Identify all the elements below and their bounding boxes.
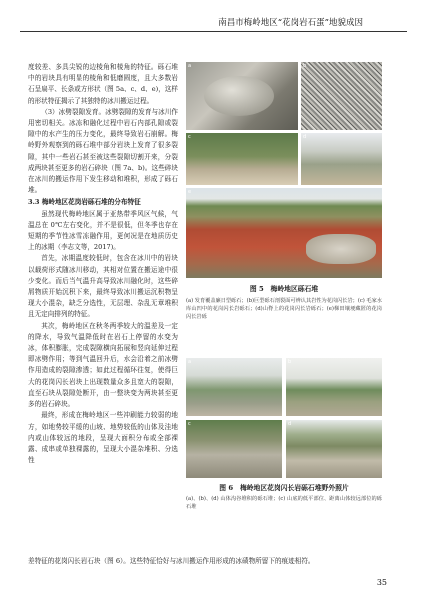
figure-5-title: 图 5 梅岭地区砾石堆 xyxy=(249,285,319,293)
photo-label: e xyxy=(188,189,192,195)
page-number: 35 xyxy=(376,578,387,587)
continued-paragraph: 差特征的花岗闪长岩石块（图 6）。这些特征恰好与冰川搬运作用形成的冰碛物所留下的痕迹相符。 xyxy=(28,557,315,565)
photo-5d xyxy=(301,133,382,185)
photo-label: c xyxy=(188,134,191,140)
photo-label: a xyxy=(188,359,192,365)
photo-6a xyxy=(186,358,282,416)
paragraph-1: 度较差、多具尖锐的边棱角和棱角的特征。砾石堆中的岩块具有明显的棱角和低磨圆度，且大多数岩石呈扁平、长条或方形状（图 5a、c、d、e)，这样的形状特征揭示了其独特的冰川搬运过程。 xyxy=(28,63,178,105)
photo-label: b xyxy=(288,359,292,365)
photo-label: c xyxy=(188,421,191,427)
photo-label: d xyxy=(288,421,292,427)
photo-5e xyxy=(186,188,382,278)
running-header xyxy=(20,12,407,32)
paragraph-4: 首先，冰期温度较低时，包含在冰川中的岩块以载荷形式随冰川移动，其相对位置在搬运途中很少变化。而后当气温升高导致冰川融化时，这些碎屑物质开始沉积下来，最终导致冰川搬运沉积物呈现大小混杂，缺乏分选性，无层理、杂乱无章堆积且无定向排列的特征。 xyxy=(28,254,178,319)
figure-6-caption: (a)、(b)、(d) 山体沟谷堆积的砾石堆；(c) 山底的低平部位、距离山体较远部位的砾石堆 xyxy=(186,496,382,510)
photo-6c xyxy=(186,420,282,478)
figure-5 xyxy=(186,62,382,321)
figure-6-photos xyxy=(186,358,382,478)
left-text-column xyxy=(28,62,178,466)
paragraph-3: 虽然现代梅岭地区属于亚热带季风区气候，气温总在 0℃左右变化，并不是很低，但冬季也存在短期的季节性冰雪冻融作用，更何况是在地质历史上的冰期（李志文等，2017)。 xyxy=(28,209,178,252)
photo-label: d xyxy=(303,134,307,140)
photo-5b xyxy=(301,62,382,130)
paragraph-5: 其次，梅岭地区在秋冬两季较大的温差及一定的降水，导致气温降低时在岩石上停留的水变为冰，体积膨胀，完成裂隙横向拓展和竖向延伸过程即冰劈作用；等到气温回升后，水会沿着之前冰劈作用造成的裂隙渗透；如此过程循环往复，使得巨大的花岗闪长岩块上出现数量众多且宽大的裂隙，直至石块从裂隙处断开，由一整块变为两块甚至更多的岩石碎块。 xyxy=(28,321,178,409)
figure-6-title: 图 6 梅岭地区花岗闪长岩砾石堆野外照片 xyxy=(219,484,349,492)
figure-6 xyxy=(186,358,382,511)
photo-5c xyxy=(186,133,298,185)
paragraph-2: （3）冰劈裂隙发育。冰劈裂隙的发育与冰川作用密切相关。冰冻和融化过程中岩石内部孔隙或裂隙中的水产生的压力变化，最终导致岩石崩解。梅岭野外观察到的砾石堆中部分岩块上发育了很多裂隙，其中一些岩石甚至被这些裂隙切割开来，分裂成两块甚至更多的岩石碎块（图 7a、b)。这些碎块在冰川的搬运作用下发生移动和堆积，形成了砾石堆。 xyxy=(28,107,178,195)
figure-5-caption: (a) 发育覆盖廉日型砾石；(b)巨型砾石剖裂面可辨认其岩性为花岗闪长岩；(c) 毛家水库山凹中的花岗闪长岩砾石；(d)山脊上的花岗闪长岩砾石；(e)梯田壤埂藏匿的花岗闪长岩砾 xyxy=(186,298,382,320)
figure-5-photos xyxy=(186,62,382,278)
photo-5a xyxy=(186,62,298,130)
photo-label: b xyxy=(303,63,307,69)
running-title: 南昌市梅岭地区“花岗岩石蛋”地貌成因 xyxy=(218,18,363,28)
photo-6d xyxy=(286,420,382,478)
photo-6b xyxy=(286,358,382,416)
section-heading-3-3: 3.3 梅岭地区花岗岩砾石堆的分布特征 xyxy=(28,198,141,207)
paragraph-6: 最终，形成在梅岭地区一些冲刷能力较弱的地方，如地势较平缓的山坡、地势较低的山体及洼地内或山体较远的地段，呈现大面积分布或全部裸露、成串或单独裸露的，呈现大小混杂堆积、分选性 xyxy=(28,411,178,465)
photo-label: a xyxy=(188,63,192,69)
